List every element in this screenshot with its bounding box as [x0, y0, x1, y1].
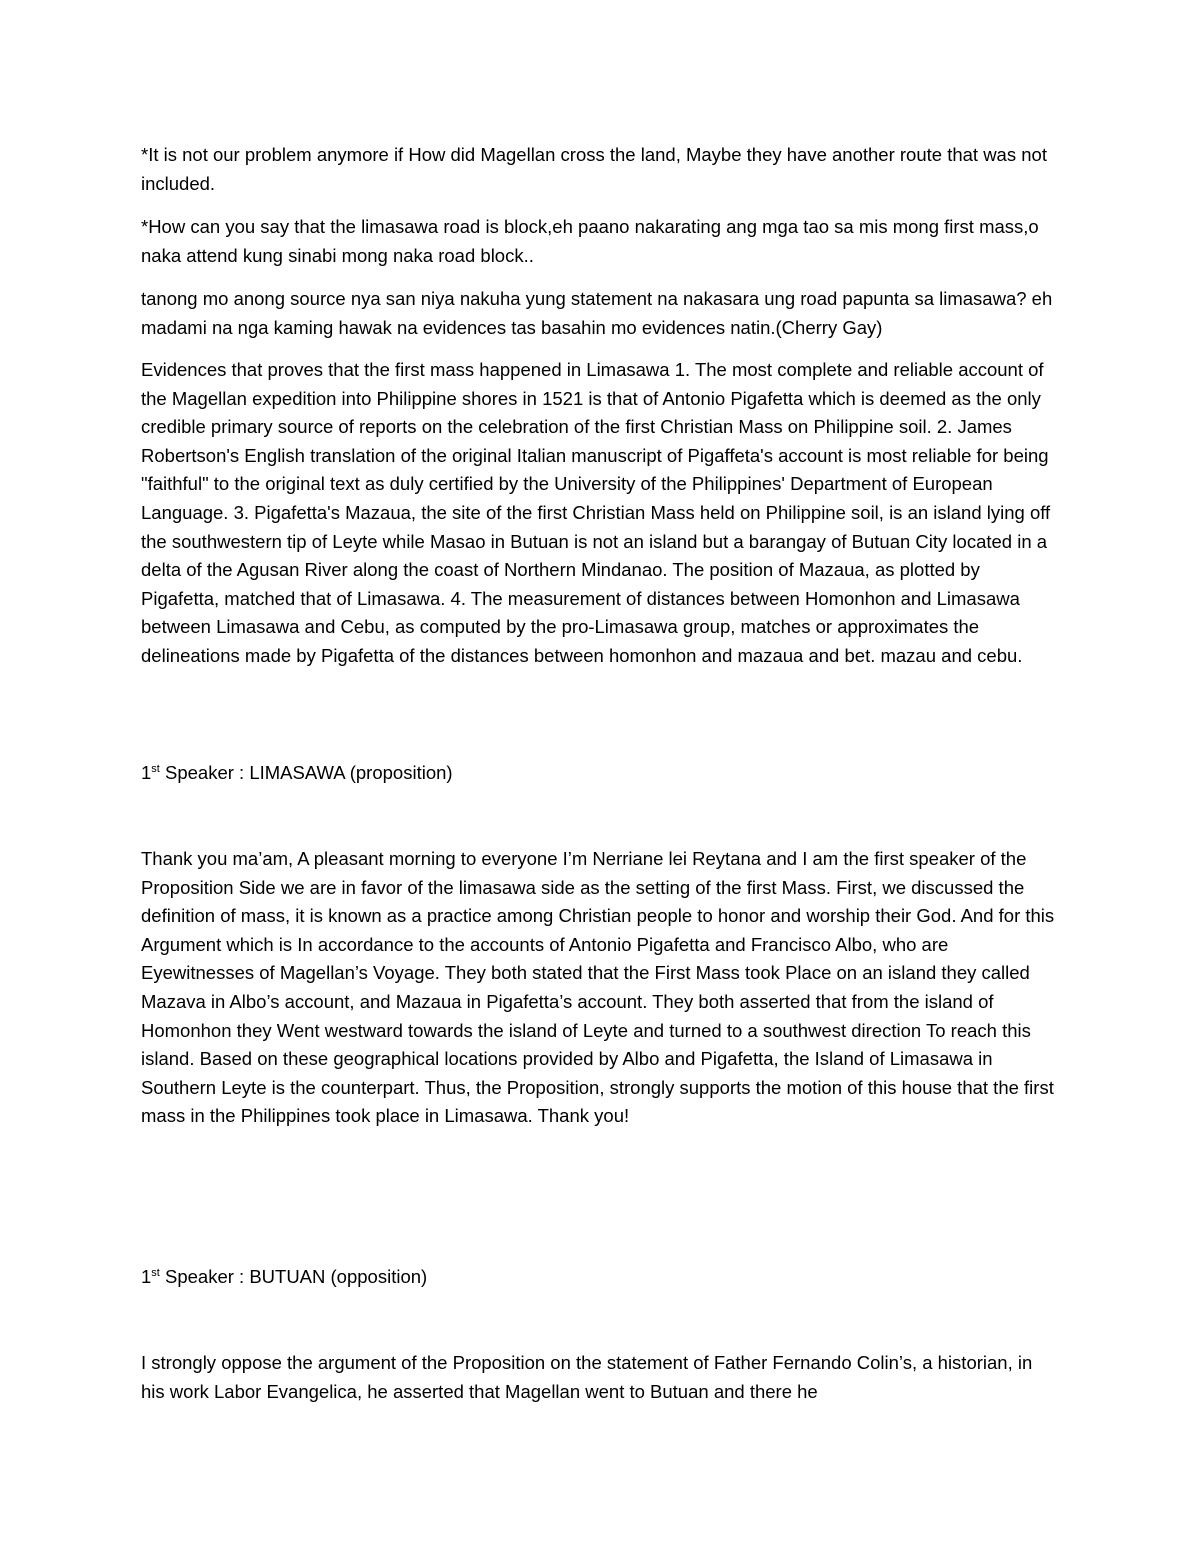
- heading-ordinal-suffix: st: [151, 762, 160, 775]
- paragraph-first-speaker-proposition: Thank you ma’am, A pleasant morning to everyone I’m Nerriane lei Reytana and I am the first speaker of the Proposition Side we are in favor of the limasawa side as the setting of the first Mass. First, we discussed the definition of mass, it is known as a practice among Christian people to honor and worship their God. And for this Argument which is In accordance to the accounts of Antonio Pigafetta and Francisco Albo, who are Eyewitnesses of Magellan’s Voyage. They both stated that the First Mass took Place on an island they called Mazava in Albo’s account, and Mazaua in Pigafetta’s account. They both asserted that from the island of Homonhon they Went westward towards the island of Leyte and turned to a southwest direction To reach this island. Based on these geographical locations provided by Albo and Pigafetta, the Island of Limasawa in Southern Leyte is the counterpart. Thus, the Proposition, strongly supports the motion of this house that the first mass in the Philippines took place in Limasawa. Thank you!: [141, 848, 1055, 1127]
- heading-ordinal-number: 1: [141, 1266, 152, 1287]
- paragraph-evidences: Evidences that proves that the first mass happened in Limasawa 1. The most complete and reliable account of the Magellan expedition into Philippine shores in 1521 is that of Antonio Pigafetta which is deemed as the only credible primary source of reports on the celebration of the first Christian Mass on Philippine soil. 2. James Robertson's English translation of the original Italian manuscript of Pigaffeta's account is most reliable for being "faithful" to the original text as duly certified by the University of the Philippines' Department of European Language. 3. Pigafetta's Mazaua, the site of the first Christian Mass held on Philippine soil, is an island lying off the southwestern tip of Leyte while Masao in Butuan is not an island but a barangay of Butuan City located in a delta of the Agusan River along the coast of Northern Mindanao. The position of Mazaua, as plotted by Pigafetta, matched that of Limasawa. 4. The measurement of distances between Homonhon and Limasawa between Limasawa and Cebu, as computed by the pro-Limasawa group, matches or approximates the delineations made by Pigafetta of the distances between homonhon and mazaua and bet. mazau and cebu.: [141, 359, 1051, 666]
- paragraph-note-route: *It is not our problem anymore if How did Magellan cross the land, Maybe they have another route that was not included.: [141, 144, 1047, 194]
- paragraph-question-source: tanong mo anong source nya san niya nakuha yung statement na nakasara ung road papunta sa limasawa? eh madami na nga kaming hawak na evidences tas basahin mo evidences natin.(Cherry Gay): [141, 288, 1053, 338]
- heading-text: Speaker : LIMASAWA (proposition): [159, 762, 453, 783]
- heading-ordinal-suffix: st: [151, 1266, 160, 1279]
- heading-first-speaker-proposition: [141, 759, 1061, 788]
- heading-text: Speaker : BUTUAN (opposition): [159, 1266, 428, 1287]
- paragraph-note-road-block: *How can you say that the limasawa road is block,eh paano nakarating ang mga tao sa mis mong first mass,o naka attend kung sinabi mong naka road block..: [141, 216, 1039, 266]
- heading-first-speaker-opposition: [141, 1263, 1061, 1292]
- paragraph-first-speaker-opposition: I strongly oppose the argument of the Proposition on the statement of Father Fernando Colin’s, a historian, in his work Labor Evangelica, he asserted that Magellan went to Butuan and there he: [141, 1352, 1033, 1402]
- heading-ordinal-number: 1: [141, 762, 152, 783]
